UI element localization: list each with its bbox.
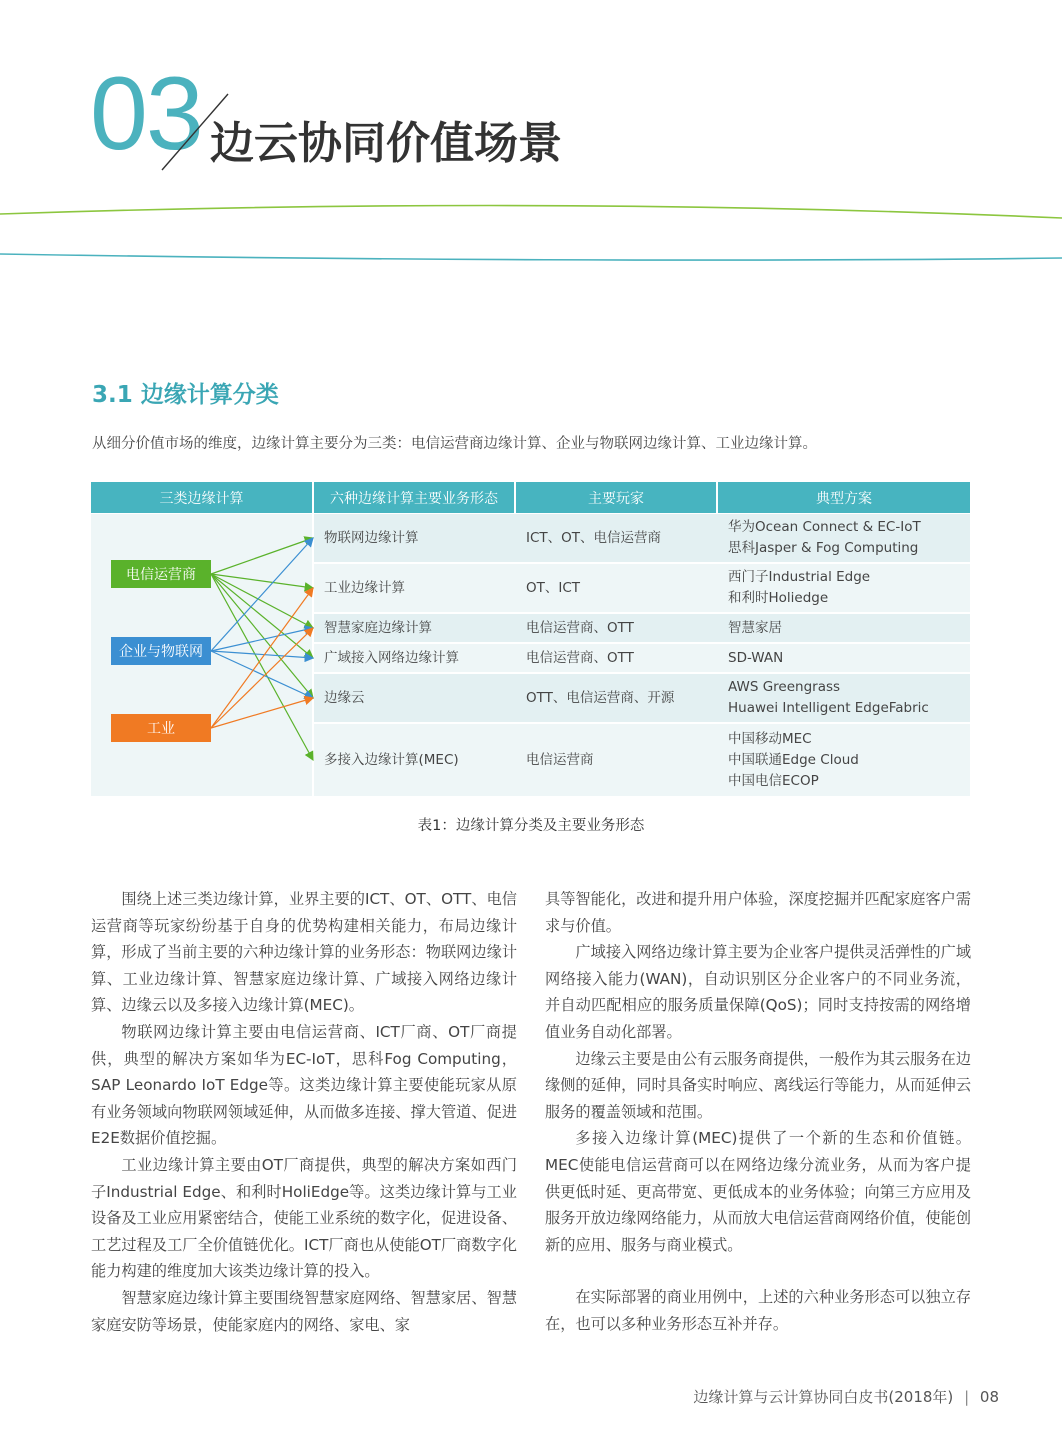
row-form: 工业边缘计算 xyxy=(324,579,405,596)
table-header-players: 主要玩家 xyxy=(516,482,716,513)
solution-line: 中国电信ECOP xyxy=(728,772,819,789)
arrow-telecom-to-row-1 xyxy=(211,538,313,574)
body-paragraph: 边缘云主要是由公有云服务商提供，一般作为其云服务在边缘侧的延伸，同时具备实时响应、离线运行等能力，从而延伸云服务的覆盖领域和范围。 xyxy=(545,1049,971,1121)
solution-line: 思科Jasper & Fog Computing xyxy=(728,540,919,556)
intro-paragraph: 从细分价值市场的维度，边缘计算主要分为三类：电信运营商边缘计算、企业与物联网边缘计算、工业边缘计算。 xyxy=(92,436,817,452)
section-title: 3.1 边缘计算分类 xyxy=(92,382,279,408)
row-players: 电信运营商、OTT xyxy=(526,619,634,636)
arrow-telecom-to-row-4 xyxy=(211,574,313,658)
row-form: 广域接入网络边缘计算 xyxy=(324,649,459,666)
category-telecom: 电信运营商 xyxy=(111,560,211,588)
body-paragraph: 多接入边缘计算(MEC)提供了一个新的生态和价值链。MEC使能电信运营商可以在网络边缘分流业务，从而为客户提供更低时延、更高带宽、更低成本的业务体验；向第三方应用及服务开放边缘网络能力，从而放大电信运营商网络价值，使能创新的应用、服务与商业模式。 xyxy=(545,1129,971,1254)
body-paragraph: 物联网边缘计算主要由电信运营商、ICT厂商、OT厂商提供，典型的解决方案如华为EC-IoT，思科Fog Computing，SAP Leonardo IoT Edge等。这类边缘计算主要使能玩家从原有业务领域向物联网领域延伸，从而做多连接、撑大管道、促进E2E数据价值挖掘。 xyxy=(91,1022,517,1148)
solution-line: AWS Greengrass xyxy=(728,679,841,695)
arrow-telecom-to-row-5 xyxy=(211,574,313,698)
row-solutions xyxy=(728,514,921,562)
row-players: OT、ICT xyxy=(526,579,581,596)
category-enterprise-iot: 企业与物联网 xyxy=(111,637,211,665)
solution-line: SD-WAN xyxy=(728,649,784,666)
row-form: 多接入边缘计算(MEC) xyxy=(324,751,459,768)
row-form: 智慧家庭边缘计算 xyxy=(324,619,432,636)
row-form: 物联网边缘计算 xyxy=(324,529,419,546)
arrow-telecom-to-row-6 xyxy=(211,574,313,760)
body-right-column xyxy=(545,886,971,1338)
chapter-title: 边云协同价值场景 xyxy=(210,118,562,169)
solution-line: 和利时Holiedge xyxy=(728,590,829,606)
footer-title: 边缘计算与云计算协同白皮书(2018年) xyxy=(693,1388,954,1406)
page-footer xyxy=(693,1386,999,1407)
solution-line: 西门子Industrial Edge xyxy=(728,569,871,585)
row-players: ICT、OT、电信运营商 xyxy=(526,529,662,546)
table-header-solutions: 典型方案 xyxy=(718,482,970,513)
solution-line: 中国移动MEC xyxy=(728,730,812,747)
body-paragraph: 智慧家庭边缘计算主要围绕智慧家庭网络、智慧家居、智慧家庭安防等场景，使能家庭内的网络、家电、家 xyxy=(91,1288,517,1334)
table-row xyxy=(314,564,970,612)
arrow-enterprise-to-row-3 xyxy=(211,628,313,651)
body-paragraph: 在实际部署的商业用例中，上述的六种业务形态可以独立存在，也可以多种业务形态互补并存。 xyxy=(545,1288,971,1333)
table-header-forms: 六种边缘计算主要业务形态 xyxy=(314,482,514,513)
header-wave-decoration xyxy=(0,196,1062,276)
solution-line: 华为Ocean Connect & EC-IoT xyxy=(728,519,921,535)
body-paragraph: 围绕上述三类边缘计算，业界主要的ICT、OT、OTT、电信运营商等玩家纷纷基于自身的优势构建相关能力，布局边缘计算，形成了当前主要的六种边缘计算的业务形态：物联网边缘计算、工业边缘计算、智慧家庭边缘计算、广域接入网络边缘计算、边缘云以及多接入边缘计算(MEC)。 xyxy=(91,890,517,1015)
table-row xyxy=(314,514,970,562)
solution-line: 中国联通Edge Cloud xyxy=(728,751,859,768)
table-caption: 表1：边缘计算分类及主要业务形态 xyxy=(417,818,645,834)
row-solutions xyxy=(728,564,870,612)
row-players: 电信运营商、OTT xyxy=(526,649,634,666)
row-players: 电信运营商 xyxy=(526,751,594,768)
body-left-column xyxy=(91,886,517,1338)
body-paragraph: 广域接入网络边缘计算主要为企业客户提供灵活弹性的广域网络接入能力(WAN)，自动识别区分企业客户的不同业务流，并自动匹配相应的服务质量保障(QoS)；同时支持按需的网络增值业务自动化部署。 xyxy=(545,943,971,1041)
solution-line: Huawei Intelligent EdgeFabric xyxy=(728,700,929,716)
footer-separator: | xyxy=(964,1388,970,1406)
table-row xyxy=(314,724,970,796)
body-paragraph: 工业边缘计算主要由OT厂商提供，典型的解决方案如西门子Industrial Edge、和利时HoliEdge等。这类边缘计算与工业设备及工业应用紧密结合，使能工业系统的数字化，促进设备、工艺过程及工厂全价值链优化。ICT厂商也从使能OT厂商数字化能力构建的维度加大该类边缘计算的投入。 xyxy=(91,1155,517,1281)
row-solutions xyxy=(728,644,783,672)
category-industry: 工业 xyxy=(111,714,211,742)
solution-line: 智慧家居 xyxy=(728,619,782,636)
row-solutions xyxy=(728,614,782,642)
page-number: 08 xyxy=(979,1388,999,1406)
table-row xyxy=(314,644,970,672)
table-header-categories: 三类边缘计算 xyxy=(91,482,312,513)
row-solutions xyxy=(728,674,929,722)
arrow-enterprise-to-row-1 xyxy=(211,538,313,651)
table-row xyxy=(314,614,970,642)
row-players: OTT、电信运营商、开源 xyxy=(526,689,675,706)
body-paragraph: 具等智能化，改进和提升用户体验，深度挖掘并匹配家庭客户需求与价值。 xyxy=(545,890,971,935)
table-row xyxy=(314,674,970,722)
chapter-number: 03 xyxy=(90,56,202,172)
row-form: 边缘云 xyxy=(324,689,365,706)
row-solutions xyxy=(728,724,859,796)
classification-table xyxy=(91,482,970,796)
arrow-enterprise-to-row-4 xyxy=(211,651,313,658)
